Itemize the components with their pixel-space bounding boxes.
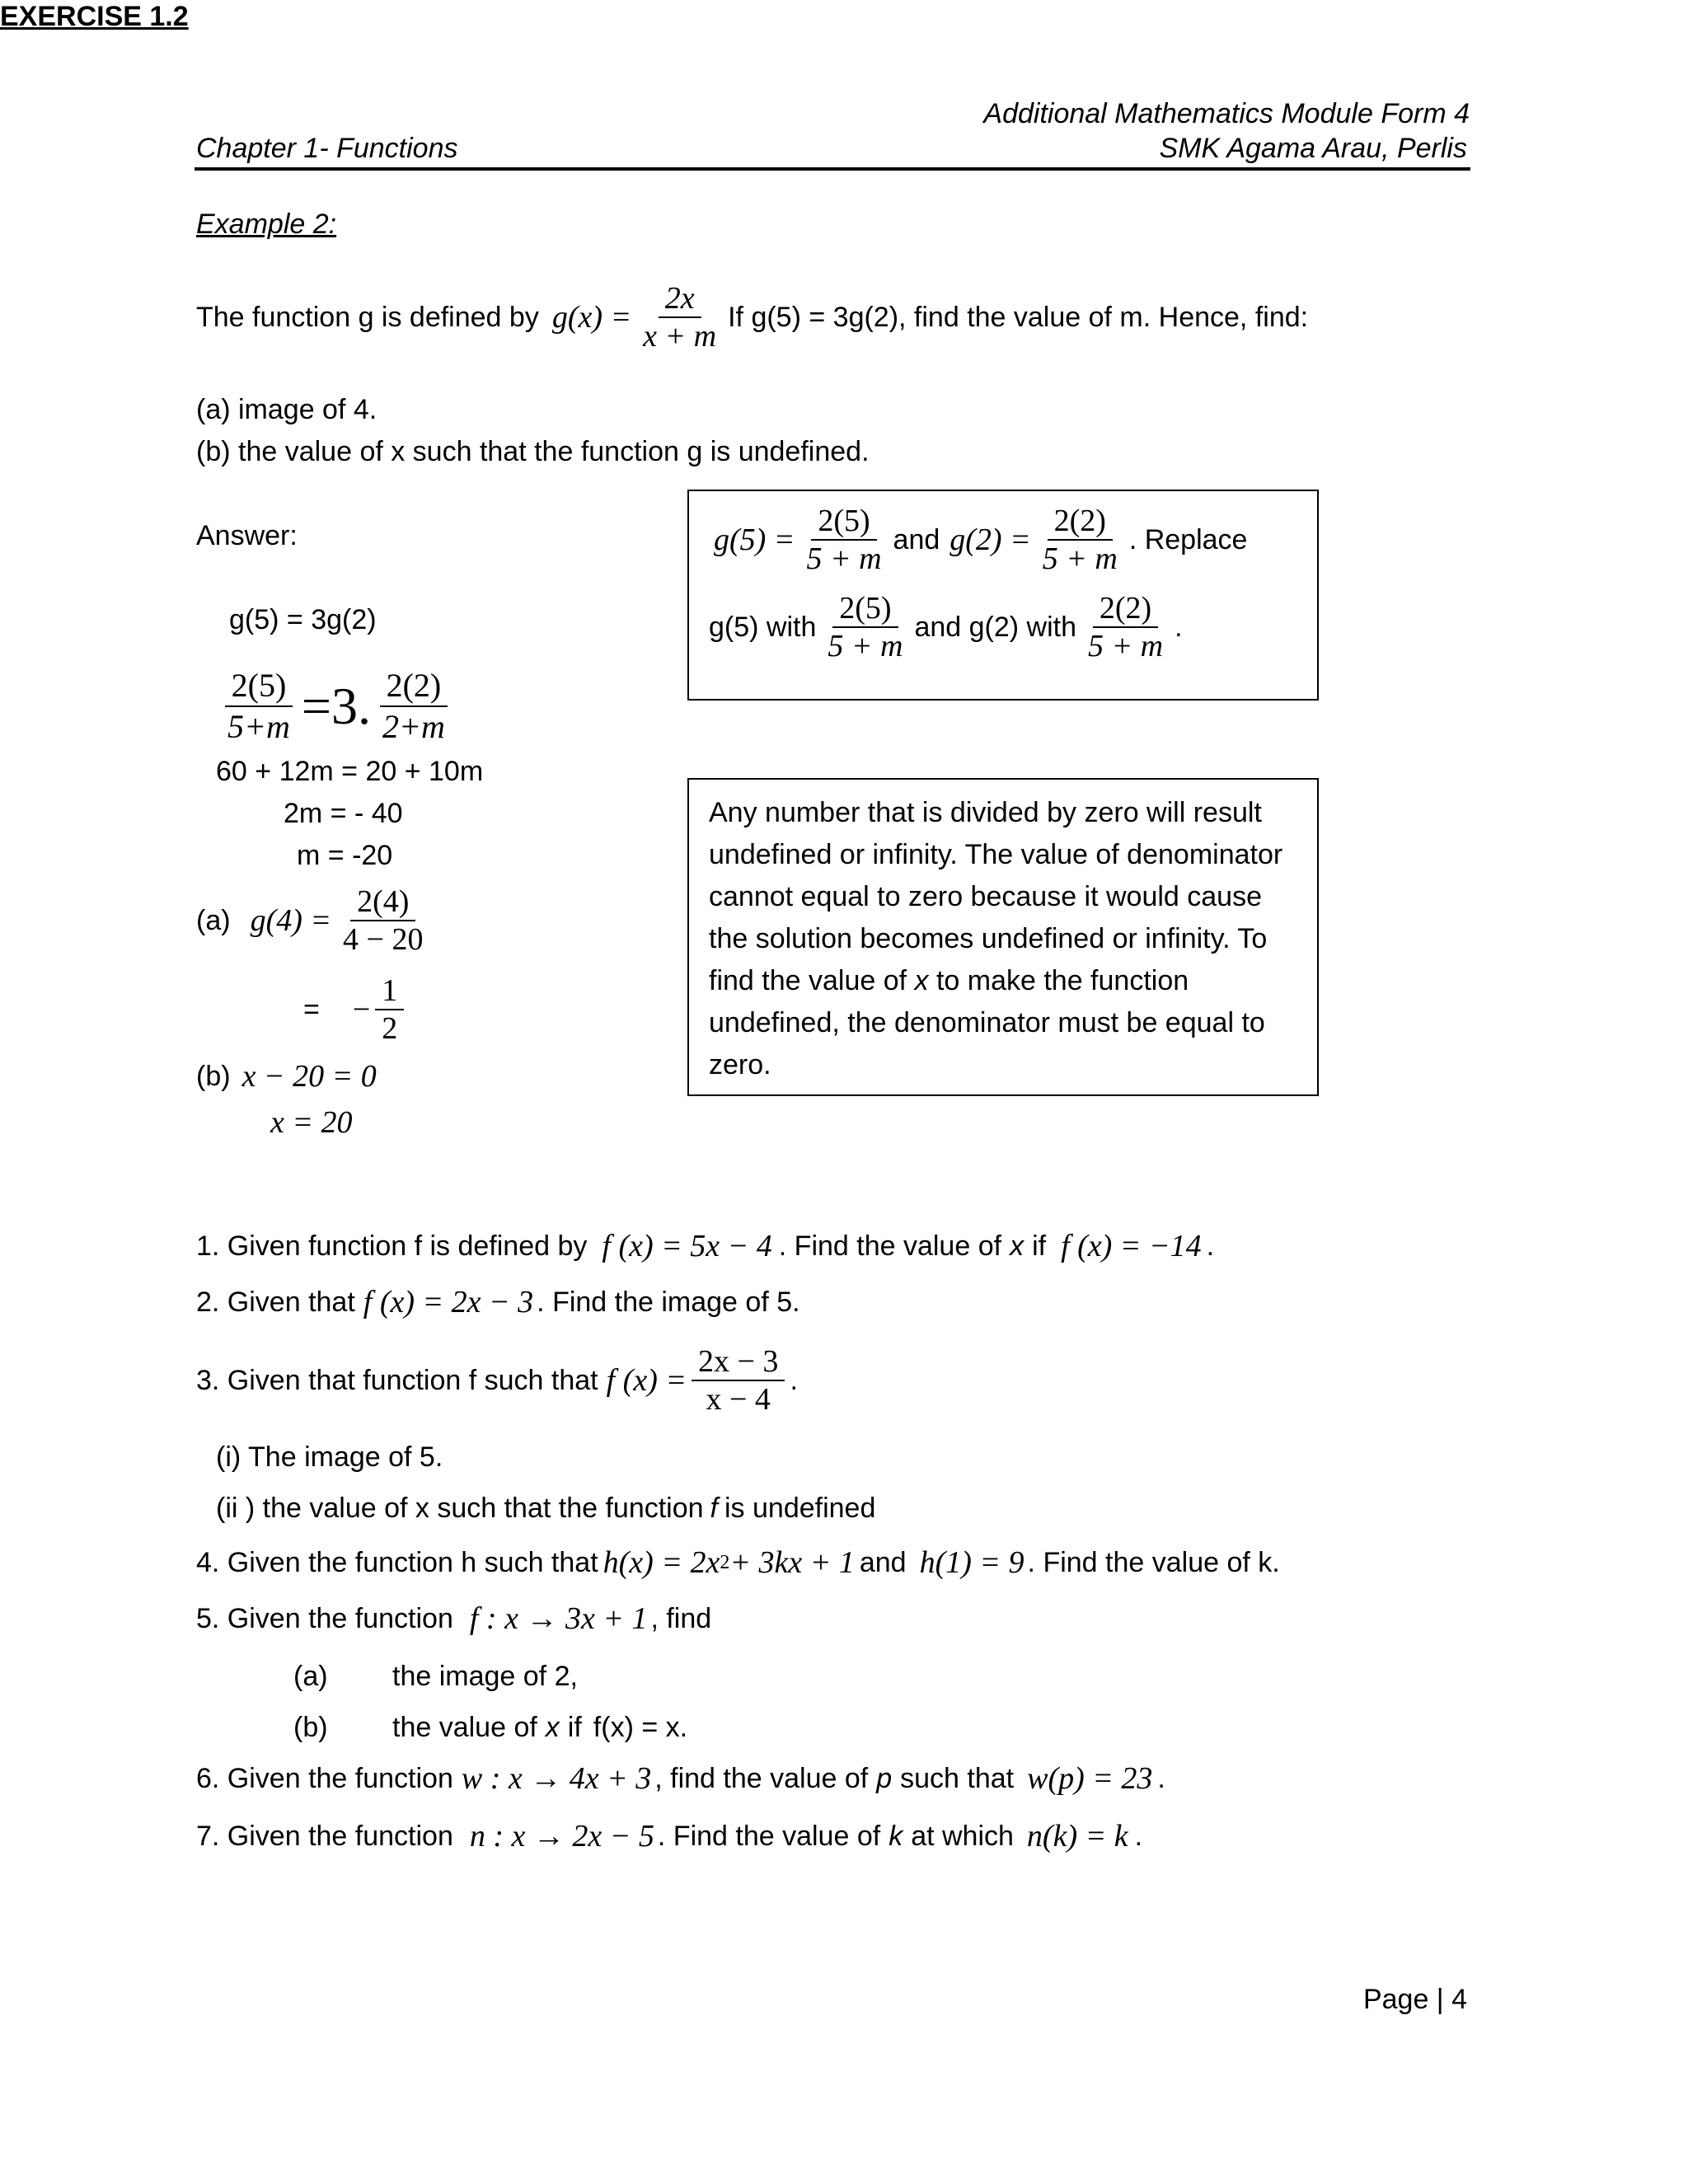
q4-and: and: [859, 1547, 907, 1578]
g-numerator: 2x: [659, 280, 701, 318]
q5-b-if: if: [567, 1712, 582, 1743]
answer-a-result-fraction: [375, 972, 404, 1047]
example-part-a: (a) image of 4.: [196, 394, 377, 425]
q6-such: such that: [900, 1763, 1015, 1794]
note-line-5-rest: to make the function: [928, 965, 1189, 996]
hint-g2-lhs: g(2) =: [950, 523, 1031, 557]
q1-mid: . Find the value of: [778, 1230, 1002, 1262]
note-line-7: zero.: [709, 1049, 771, 1080]
school-name: SMK Agama Arau, Perlis: [1159, 133, 1467, 164]
q3-lhs: f (x) =: [606, 1363, 687, 1398]
intro-post: If g(5) = 3g(2), find the value of m. Hence, find:: [728, 302, 1309, 333]
hint-g5-den: 5 + m: [806, 541, 882, 576]
answer-a-fraction: [336, 883, 429, 958]
hint-g5-num: 2(5): [811, 503, 876, 541]
note-line-5-var: x: [914, 965, 929, 996]
q4-post: . Find the value of k.: [1027, 1547, 1280, 1578]
hint-w2-den: 5 + m: [1088, 629, 1164, 663]
intro-pre: The function g is defined by: [196, 302, 539, 333]
page-number: Page | 4: [1362, 1984, 1467, 2015]
q6-expr2: w(p) = 23: [1027, 1761, 1153, 1796]
g-denominator: x + m: [643, 319, 717, 354]
answer-a-sign: −: [352, 992, 371, 1027]
q2-pre: 2. Given that: [196, 1286, 355, 1318]
answer-equation: [216, 666, 457, 747]
q4-expr-b: + 3kx + 1: [729, 1545, 855, 1580]
eq-mid: =3.: [301, 677, 371, 735]
q5-b-text: [392, 1711, 687, 1744]
q3-den: x − 4: [706, 1382, 771, 1417]
q3-ii-var: f: [710, 1493, 718, 1524]
hint-w1-num: 2(5): [832, 590, 898, 628]
q1-if: if: [1032, 1230, 1047, 1262]
q4-expr-a: h(x) = 2x: [603, 1545, 720, 1580]
exercise-q1: [196, 1230, 1214, 1263]
q7-end: .: [1134, 1821, 1143, 1852]
note-line-6: undefined, the denominator must be equal to: [709, 1007, 1265, 1038]
g-lhs: g(x) =: [551, 300, 632, 335]
q1-expr: f (x) = 5x − 4: [602, 1229, 772, 1263]
q2-post: . Find the image of 5.: [537, 1286, 800, 1318]
header-rule: [195, 167, 1470, 171]
exercise-q3-i: (i) The image of 5.: [216, 1441, 443, 1473]
note-box: [687, 778, 1319, 1096]
q3-pre: 3. Given that function f such that: [196, 1365, 598, 1396]
q5-pre: 5. Given the function: [196, 1603, 453, 1634]
q1-expr2: f (x) = −14: [1061, 1229, 1202, 1263]
eq-left-num: 2(5): [225, 666, 293, 707]
hint-g5-with: g(5) with: [709, 612, 817, 643]
q5-b-label: (b): [293, 1712, 328, 1743]
hint-g2-num: 2(2): [1048, 503, 1113, 541]
q7-var: k: [889, 1821, 903, 1852]
exercise-q6: [196, 1762, 1165, 1795]
exercise-q3: [196, 1343, 798, 1418]
answer-part-a: [196, 883, 434, 958]
chapter-title: Chapter 1- Functions: [196, 133, 458, 164]
q6-mid: , find the value of: [654, 1763, 869, 1794]
answer-a-eq: =: [303, 994, 320, 1025]
q6-expr: w : x → 4x + 3: [461, 1761, 652, 1796]
q7-expr: n : x → 2x − 5: [469, 1819, 654, 1854]
hint-g5-fraction: [799, 503, 888, 577]
answer-a-lhs: g(4) =: [250, 903, 332, 938]
note-line-1: Any number that is divided by zero will result: [709, 797, 1262, 828]
note-line-5: [709, 964, 1189, 997]
hint-line1: [714, 503, 1247, 577]
q5-b-expr: f(x) = x.: [593, 1712, 688, 1743]
q4-sup: 2: [720, 1552, 730, 1573]
answer-b-line1: x − 20 = 0: [241, 1059, 377, 1094]
q7-pre: 7. Given the function: [196, 1821, 453, 1852]
q3-ii-pre: (ii ) the value of x such that the function: [216, 1493, 704, 1524]
exercise-q2: [196, 1286, 800, 1319]
exercise-q5: [196, 1602, 711, 1635]
hint-box: [687, 490, 1319, 701]
example-part-b: (b) the value of x such that the function g is undefined.: [196, 436, 870, 467]
note-line-2: undefined or infinity. The value of denominator: [709, 839, 1283, 870]
module-title: Additional Mathematics Module Form 4: [983, 98, 1470, 129]
eq-right-num: 2(2): [380, 666, 448, 707]
hint-replace: . Replace: [1128, 524, 1248, 555]
exercise-heading: EXERCISE 1.2: [0, 1, 189, 32]
q3-end: .: [790, 1365, 798, 1396]
answer-a-den: 4 − 20: [343, 922, 424, 957]
q3-fraction: [692, 1343, 785, 1418]
exercise-q4: [196, 1546, 1280, 1579]
hint-g2-fraction: [1036, 503, 1124, 577]
q7-expr2: n(k) = k: [1026, 1819, 1128, 1854]
answer-step5: m = -20: [297, 840, 393, 871]
g-fraction: [636, 280, 723, 354]
answer-b-line2: x = 20: [270, 1105, 353, 1140]
q4-expr2: h(1) = 9: [919, 1545, 1025, 1580]
answer-step3: 60 + 12m = 20 + 10m: [216, 756, 484, 787]
note-line-3: cannot equal to zero because it would cause: [709, 881, 1263, 912]
answer-a-num: 2(4): [350, 883, 415, 921]
q5-b-var: x: [545, 1712, 560, 1743]
q5-b-pre: the value of: [392, 1712, 537, 1743]
hint-w1-fraction: [821, 590, 909, 664]
eq-left-den: 5+m: [227, 708, 290, 745]
q5-a-label: (a): [293, 1661, 328, 1692]
eq-right-den: 2+m: [382, 708, 445, 745]
hint-line2: [709, 590, 1183, 664]
example-heading: Example 2:: [196, 209, 337, 240]
hint-and: and: [893, 524, 940, 555]
q5-a-text: the image of 2,: [392, 1661, 578, 1692]
answer-b-label: (b): [196, 1061, 231, 1092]
answer-label: Answer:: [196, 520, 298, 551]
note-line-5-pre: find the value of: [709, 965, 915, 996]
answer-step1: g(5) = 3g(2): [229, 604, 377, 635]
hint-w2-fraction: [1081, 590, 1170, 664]
eq-right-fraction: [376, 666, 452, 747]
q2-expr: f (x) = 2x − 3: [363, 1285, 534, 1319]
q7-at: at which: [911, 1821, 1014, 1852]
q6-end: .: [1157, 1763, 1165, 1794]
q3-num: 2x − 3: [692, 1343, 785, 1381]
q4-pre: 4. Given the function h such that: [196, 1547, 598, 1578]
answer-part-b: [196, 1060, 377, 1093]
answer-a-result: [303, 972, 409, 1047]
hint-w1-den: 5 + m: [828, 629, 903, 663]
eq-left-fraction: [221, 666, 297, 747]
q1-pre: 1. Given function f is defined by: [196, 1230, 588, 1262]
answer-a-label: (a): [196, 905, 231, 936]
q6-var: p: [876, 1763, 893, 1794]
q5-expr: f : x → 3x + 1: [469, 1601, 648, 1636]
q3-ii-post: is undefined: [724, 1493, 876, 1524]
hint-and-g2-with: and g(2) with: [914, 612, 1077, 643]
exercise-q3-ii: [216, 1492, 875, 1525]
example-intro: [196, 272, 1308, 363]
answer-step4: 2m = - 40: [284, 798, 403, 829]
hint-end: .: [1175, 612, 1183, 643]
q5-post: , find: [650, 1603, 712, 1634]
answer-a-res-num: 1: [375, 972, 404, 1010]
note-line-4: the solution becomes undefined or infinity. To: [709, 923, 1268, 954]
hint-g5-lhs: g(5) =: [714, 523, 795, 557]
q6-pre: 6. Given the function: [196, 1763, 453, 1794]
q1-end: .: [1206, 1230, 1215, 1262]
hint-g2-den: 5 + m: [1042, 541, 1118, 576]
hint-w2-num: 2(2): [1093, 590, 1158, 628]
q7-mid: . Find the value of: [657, 1821, 881, 1852]
answer-a-res-den: 2: [382, 1011, 398, 1046]
q1-var: x: [1010, 1230, 1025, 1262]
exercise-q7: [196, 1820, 1142, 1853]
